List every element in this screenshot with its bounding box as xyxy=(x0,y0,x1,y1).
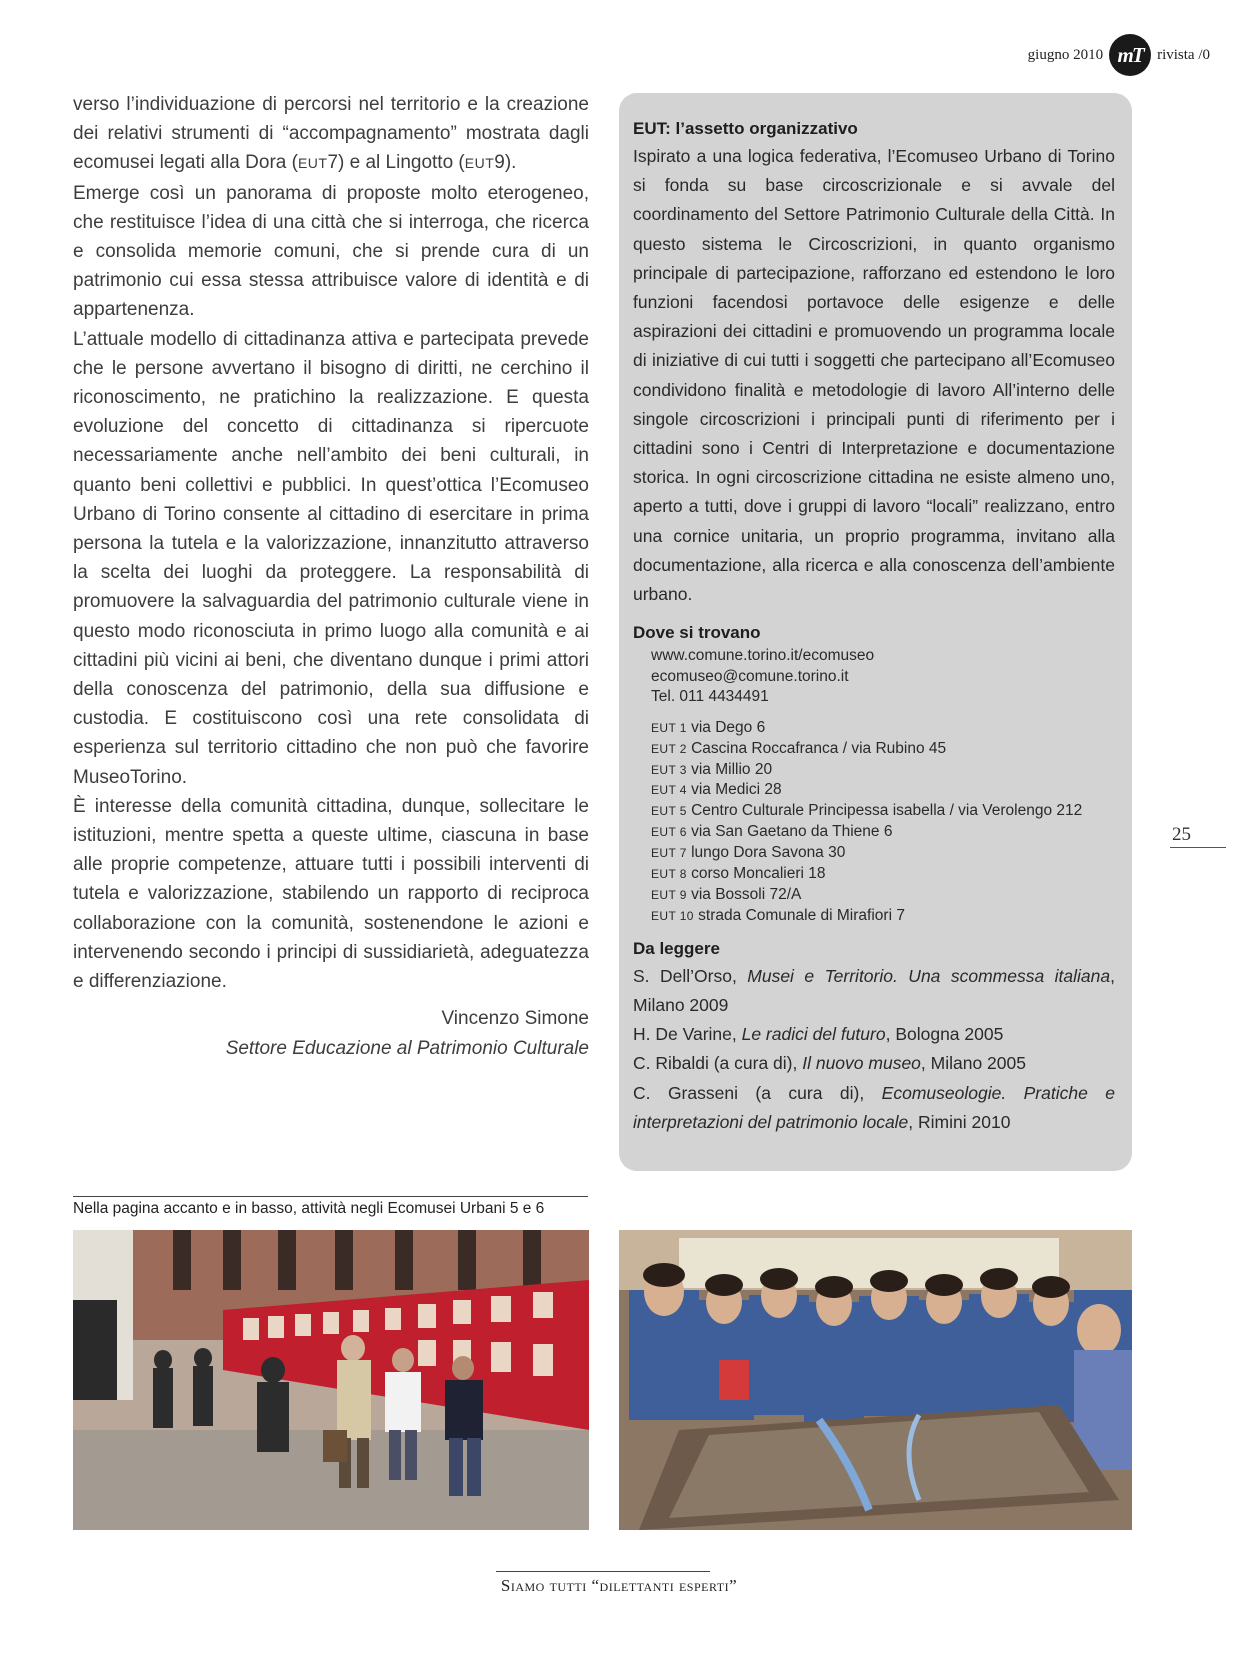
reading-title: Ecomuseologie. Pratiche e interpretazioni del patrimonio locale xyxy=(633,1082,1116,1132)
eut-location-item xyxy=(651,843,1115,864)
eut-location-item xyxy=(651,739,1115,760)
eut-tag: EUT 6 xyxy=(651,825,687,840)
eut-location-item xyxy=(651,864,1115,885)
eut-tag: EUT 9 xyxy=(651,888,687,902)
eut-tag: EUT 3 xyxy=(651,762,687,777)
eut-tag: EUT 4 xyxy=(651,783,687,798)
eut-address: Centro Culturale Principessa isabella / via Verolengo 212 xyxy=(686,802,1083,820)
contacts-block xyxy=(651,646,1115,708)
eut-tag: EUT 1 xyxy=(651,720,687,735)
eut-location-item xyxy=(651,760,1115,781)
page-footer: Siamo tutti “dilettanti esperti” xyxy=(500,1576,738,1595)
eut-location-item xyxy=(651,718,1115,739)
reading-item xyxy=(633,1079,1115,1137)
eut-tag: EUT 10 xyxy=(651,908,694,923)
photo-exhibition-courtyard xyxy=(73,1230,589,1530)
eut-location-item xyxy=(651,822,1115,843)
info-sidebar-box xyxy=(619,93,1132,1171)
phone-number: Tel. 011 4434491 xyxy=(651,688,769,706)
author-organization: Settore Educazione al Patrimonio Culturale xyxy=(225,1037,589,1059)
reading-publication: , Milano 2005 xyxy=(920,1053,1026,1074)
reading-publication: , Bologna 2005 xyxy=(885,1024,1004,1045)
reading-title: Le radici del futuro xyxy=(741,1024,886,1045)
eut-location-item xyxy=(651,780,1115,801)
footer-divider xyxy=(496,1571,710,1572)
eut-address: strada Comunale di Mirafiori 7 xyxy=(693,906,905,924)
reading-author: C. Grasseni (a cura di), xyxy=(633,1082,882,1103)
eut-location-list xyxy=(651,718,1115,927)
header-date: giugno 2010 xyxy=(1027,46,1104,63)
eut-location-item xyxy=(651,801,1115,822)
eut-address: via Millio 20 xyxy=(686,760,773,778)
eut-address: via San Gaetano da Thiene 6 xyxy=(686,823,893,841)
reading-publication: , Milano 2009 xyxy=(633,965,1115,1016)
page-number: 25 xyxy=(1170,824,1226,848)
article-paragraph-4: È interesse della comunità cittadina, dunque, sollecitare le istituzioni, mentre spetta a queste ultime, ciascuna in base alle proprie competenze, attuare tutti i possibili interventi di tutela e valorizzazione, stabilendo un rapporto di reciproca collaborazione con la comunità, sostenendone le azioni e intervenendo secondo i principi di sussidiarietà, adeguatezza e differenziazione. xyxy=(73,795,589,993)
article-paragraph-3: L’attuale modello di cittadinanza attiva e partecipata prevede che le persone avvertano il bisogno di diritti, ne cerchino il riconoscimento, ne pratichino la realizzazione. E questa evoluzione del concetto di cittadinanza si ripercuote necessariamente anche nell’ambito dei beni culturali, in quanto beni collettivi e pubblici. In quest’ottica l’Ecomuseo Urbano di Torino consente al cittadino di esercitare in prima persona la tutela e la valorizzazione, innanzitutto attraverso la scelta dei luoghi da proteggere. La responsabilità di promuovere la salvaguardia del patrimonio culturale viene in questo modo riconosciuta in primo luogo alla comunità e ai cittadini più vicini ai beni, che diventano dunque i primi attori della conoscenza del patrimonio, della sua diffusione e custodia. E costituiscono così una rete consolidata di esperienza sul territorio cittadino che non può che favorire MuseoTorino. xyxy=(73,328,589,788)
photo-schoolchildren-model xyxy=(619,1230,1132,1530)
page-header xyxy=(1028,34,1210,76)
eut-tag: EUT 2 xyxy=(651,741,687,756)
email-link[interactable]: ecomuseo@comune.torino.it xyxy=(651,667,849,685)
reading-title: Da leggere xyxy=(633,938,720,958)
reading-publication: , Rimini 2010 xyxy=(908,1111,1011,1132)
eut-address: via Dego 6 xyxy=(686,718,766,736)
eut-address: Cascina Roccafranca / via Rubino 45 xyxy=(686,739,947,757)
eut-address: via Bossoli 72/A xyxy=(686,886,802,903)
reading-item xyxy=(633,1020,1115,1049)
reading-item xyxy=(633,962,1115,1020)
header-issue: rivista /0 xyxy=(1157,46,1210,63)
box-title: EUT: l’assetto organizzativo xyxy=(633,119,858,138)
eut-location-item xyxy=(651,906,1115,927)
reading-author: H. De Varine, xyxy=(633,1024,742,1045)
eut-address: via Medici 28 xyxy=(686,781,782,799)
reading-title: Il nuovo museo xyxy=(802,1053,921,1074)
article-paragraph-1: verso l’individuazione di percorsi nel territorio e la creazione dei relativi strumenti di “accompagnamento” mostrata dagli ecomusei legati alla Dora (EUT7) e al Lingotto (EUT9). xyxy=(73,94,589,174)
photo-caption: Nella pagina accanto e in basso, attività negli Ecomusei Urbani 5 e 6 xyxy=(73,1200,545,1217)
eut-tag: EUT 5 xyxy=(651,804,687,819)
author-name: Vincenzo Simone xyxy=(441,1008,589,1030)
where-title: Dove si trovano xyxy=(633,623,761,643)
main-article-column xyxy=(73,90,589,1063)
reading-author: S. Dell’Orso, xyxy=(633,965,748,986)
magazine-logo-icon: mT xyxy=(1109,34,1151,76)
reading-item xyxy=(633,1049,1115,1078)
eut-address: lungo Dora Savona 30 xyxy=(686,844,846,862)
photo-exhibition-image xyxy=(73,1230,589,1530)
eut-tag: EUT 7 xyxy=(651,846,687,861)
box-body: Ispirato a una logica federativa, l’Ecomuseo Urbano di Torino si fonda su base circoscrizionale e si avvale del coordinamento del Settore Patrimonio Culturale della Città. In questo sistema le Circoscrizioni, in quanto organismo principale di partecipazione, rafforzano ed estendono le loro funzioni facendosi portavoce delle esigenze e delle aspirazioni dei cittadini e promuovendo un programma locale di iniziative di cui tutti i soggetti che partecipano all’Ecomuseo condividono finalità e metodologie di lavoro All’interno delle singole circoscrizioni i principali punti di riferimento per i cittadini sono i Centri di Interpretazione e documentazione storica. In ogni circoscrizione cittadina ne esiste almeno uno, aperto a tutti, dove i gruppi di lavoro “locali” realizzano, entro una cornice unitaria, un proprio programma, invitano alla documentazione, alla ricerca e alla conoscenza dell’ambiente urbano. xyxy=(633,146,1115,605)
article-signature xyxy=(73,1004,589,1062)
reading-author: C. Ribaldi (a cura di), xyxy=(633,1053,803,1074)
article-paragraph-2: Emerge così un panorama di proposte molto eterogeneo, che restituisce l’idea di una città che si interroga, che ricerca e consolida memorie comuni, che si prende cura di un patrimonio cui essa stessa attribuisce valore di identità e di appartenenza. xyxy=(73,182,589,321)
photo-schoolchildren-image xyxy=(619,1230,1132,1530)
website-link[interactable]: www.comune.torino.it/ecomuseo xyxy=(651,647,875,665)
reading-title: Musei e Territorio. Una scommessa italiana xyxy=(747,965,1111,986)
eut-tag: EUT 8 xyxy=(651,867,687,882)
reading-list xyxy=(633,962,1115,1137)
eut-address: corso Moncalieri 18 xyxy=(686,865,826,883)
caption-divider xyxy=(73,1196,588,1197)
eut-location-item xyxy=(651,885,1115,906)
